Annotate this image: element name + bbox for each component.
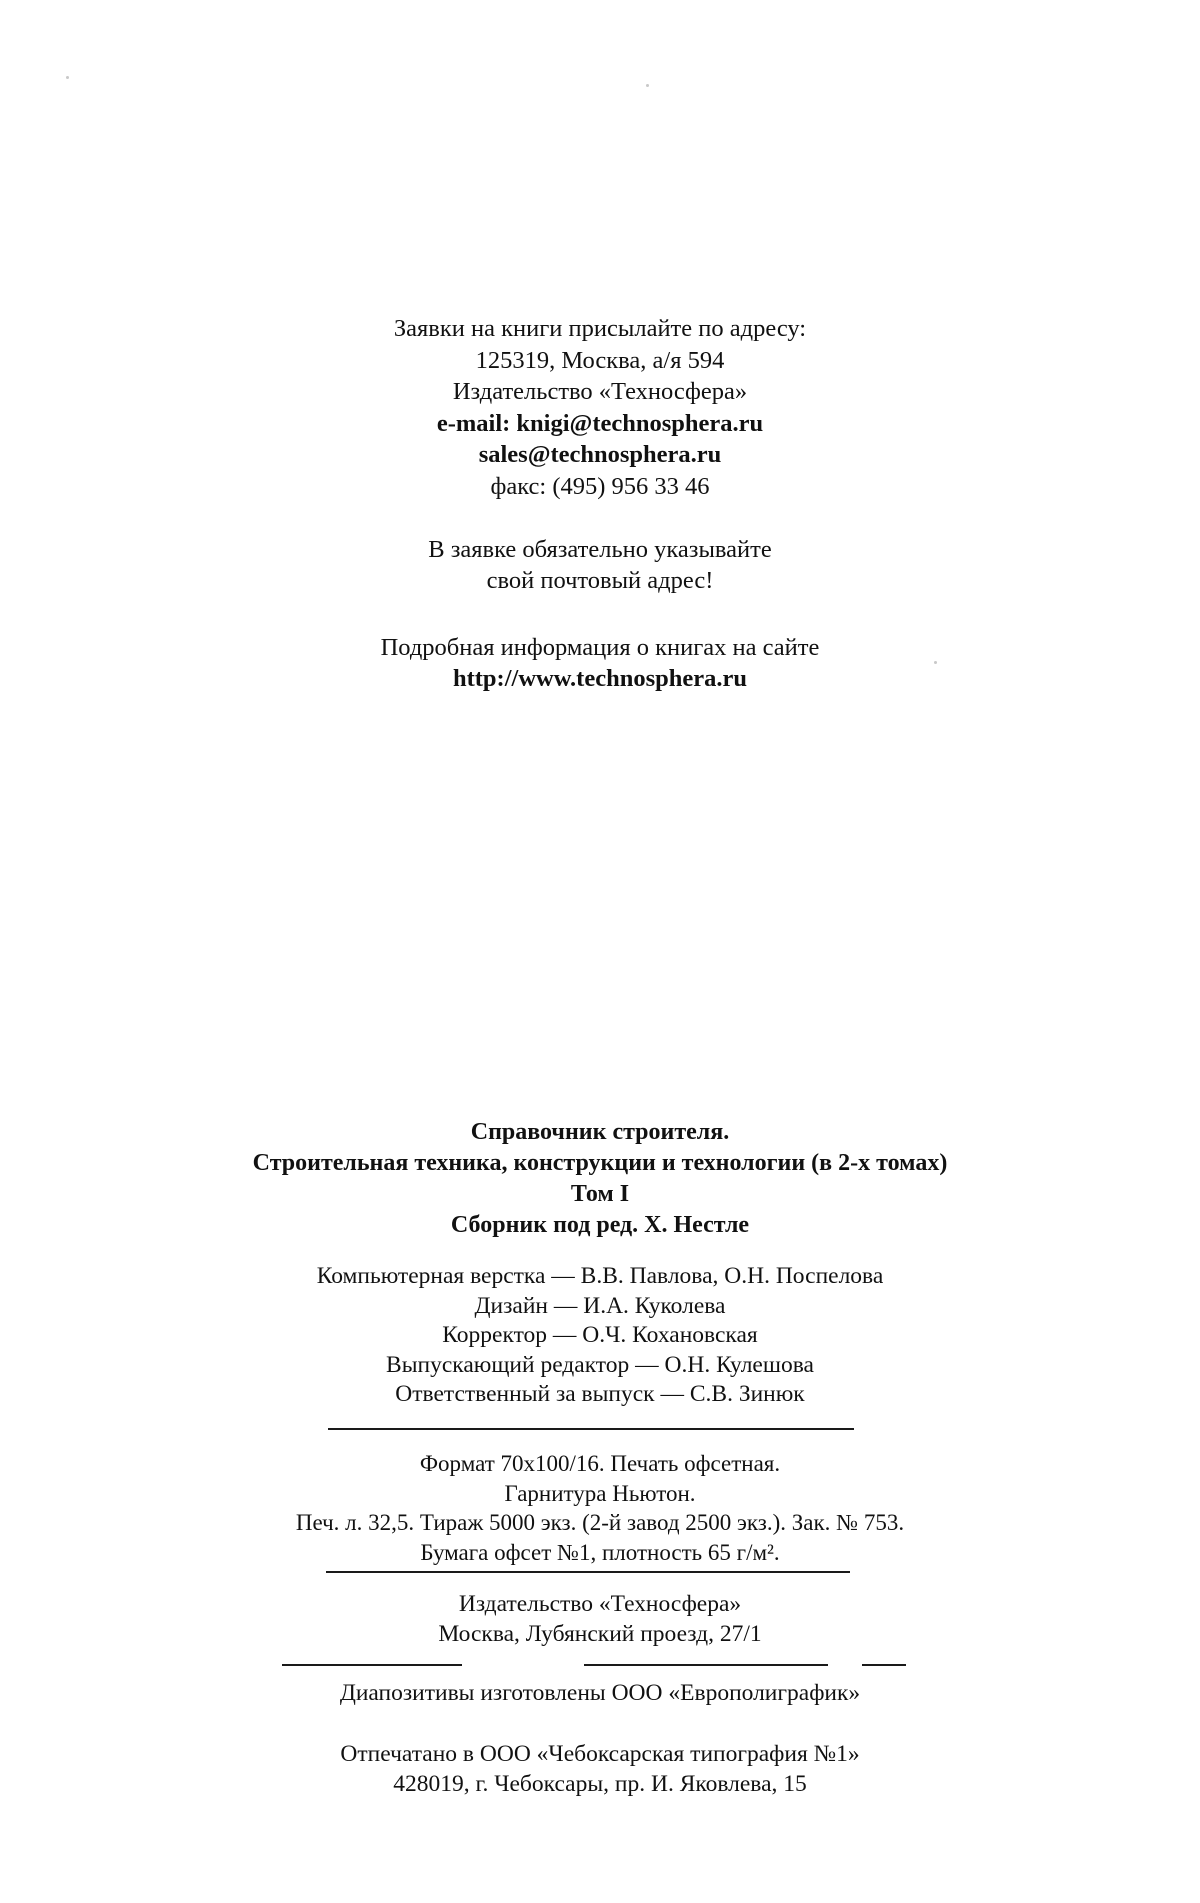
order-note-block <box>0 534 1200 596</box>
credit-line: Корректор — О.Ч. Кохановская <box>442 1322 758 1348</box>
book-title: Справочник строителя. <box>470 1119 730 1145</box>
divider <box>282 1664 462 1666</box>
print-spec-line: Бумага офсет №1, плотность 65 г/м². <box>420 1539 780 1565</box>
scan-speck <box>646 84 649 87</box>
print-spec-line: Гарнитура Ньютон. <box>504 1480 696 1506</box>
website-text: Подробная информация о книгах на сайте <box>380 634 820 661</box>
credits-block <box>0 1262 1200 1410</box>
credit-line: Дизайн — И.А. Куколева <box>474 1292 726 1319</box>
order-heading: Заявки на книги присылайте по адресу: <box>393 315 807 342</box>
scan-speck <box>66 76 69 79</box>
order-info-block <box>0 313 1200 502</box>
diapositives-block <box>0 1678 1200 1708</box>
credit-line: Компьютерная верстка — В.В. Павлова, О.Н. Поспелова <box>316 1263 884 1289</box>
book-volume: Том I <box>570 1181 630 1207</box>
email-line: e-mail: knigi@technosphera.ru <box>436 409 764 437</box>
publisher-street-address: Москва, Лубянский проезд, 27/1 <box>438 1621 762 1647</box>
diapositives-line: Диапозитивы изготовлены ООО «Европолиграфик» <box>339 1680 861 1706</box>
publisher-address-block <box>0 1589 1200 1649</box>
book-subtitle: Строительная техника, конструкции и технологии (в 2-х томах) <box>252 1150 948 1176</box>
credit-line: Ответственный за выпуск — С.В. Зинюк <box>395 1381 805 1407</box>
order-note-line: В заявке обязательно указывайте <box>428 536 772 563</box>
fax-number: факс: (495) 956 33 46 <box>490 472 710 500</box>
print-spec-line: Формат 70х100/16. Печать офсетная. <box>419 1451 781 1476</box>
divider <box>328 1428 854 1430</box>
book-editor: Сборник под ред. Х. Нестле <box>450 1212 750 1238</box>
printer-line: 428019, г. Чебоксары, пр. И. Яковлева, 15 <box>393 1771 807 1797</box>
divider <box>584 1664 828 1666</box>
book-title-block <box>0 1117 1200 1241</box>
sales-email: sales@technosphera.ru <box>478 441 722 468</box>
print-spec-line: Печ. л. 32,5. Тираж 5000 экз. (2-й завод 2500 экз.). Зак. № 753. <box>295 1510 905 1535</box>
credit-line: Выпускающий редактор — О.Н. Кулешова <box>386 1351 814 1378</box>
website-url: http://www.technosphera.ru <box>452 665 747 692</box>
order-note-line: свой почтовый адрес! <box>486 567 714 594</box>
postal-address: 125319, Москва, а/я 594 <box>475 346 725 374</box>
website-block <box>0 632 1200 694</box>
print-specs-block <box>0 1449 1200 1567</box>
publisher-name: Издательство «Техносфера» <box>452 378 748 405</box>
publisher-name-footer: Издательство «Техносфера» <box>458 1591 742 1617</box>
printer-block <box>0 1739 1200 1799</box>
divider <box>862 1664 906 1666</box>
divider <box>326 1571 850 1573</box>
printer-line: Отпечатано в ООО «Чебоксарская типография №1» <box>340 1741 860 1767</box>
